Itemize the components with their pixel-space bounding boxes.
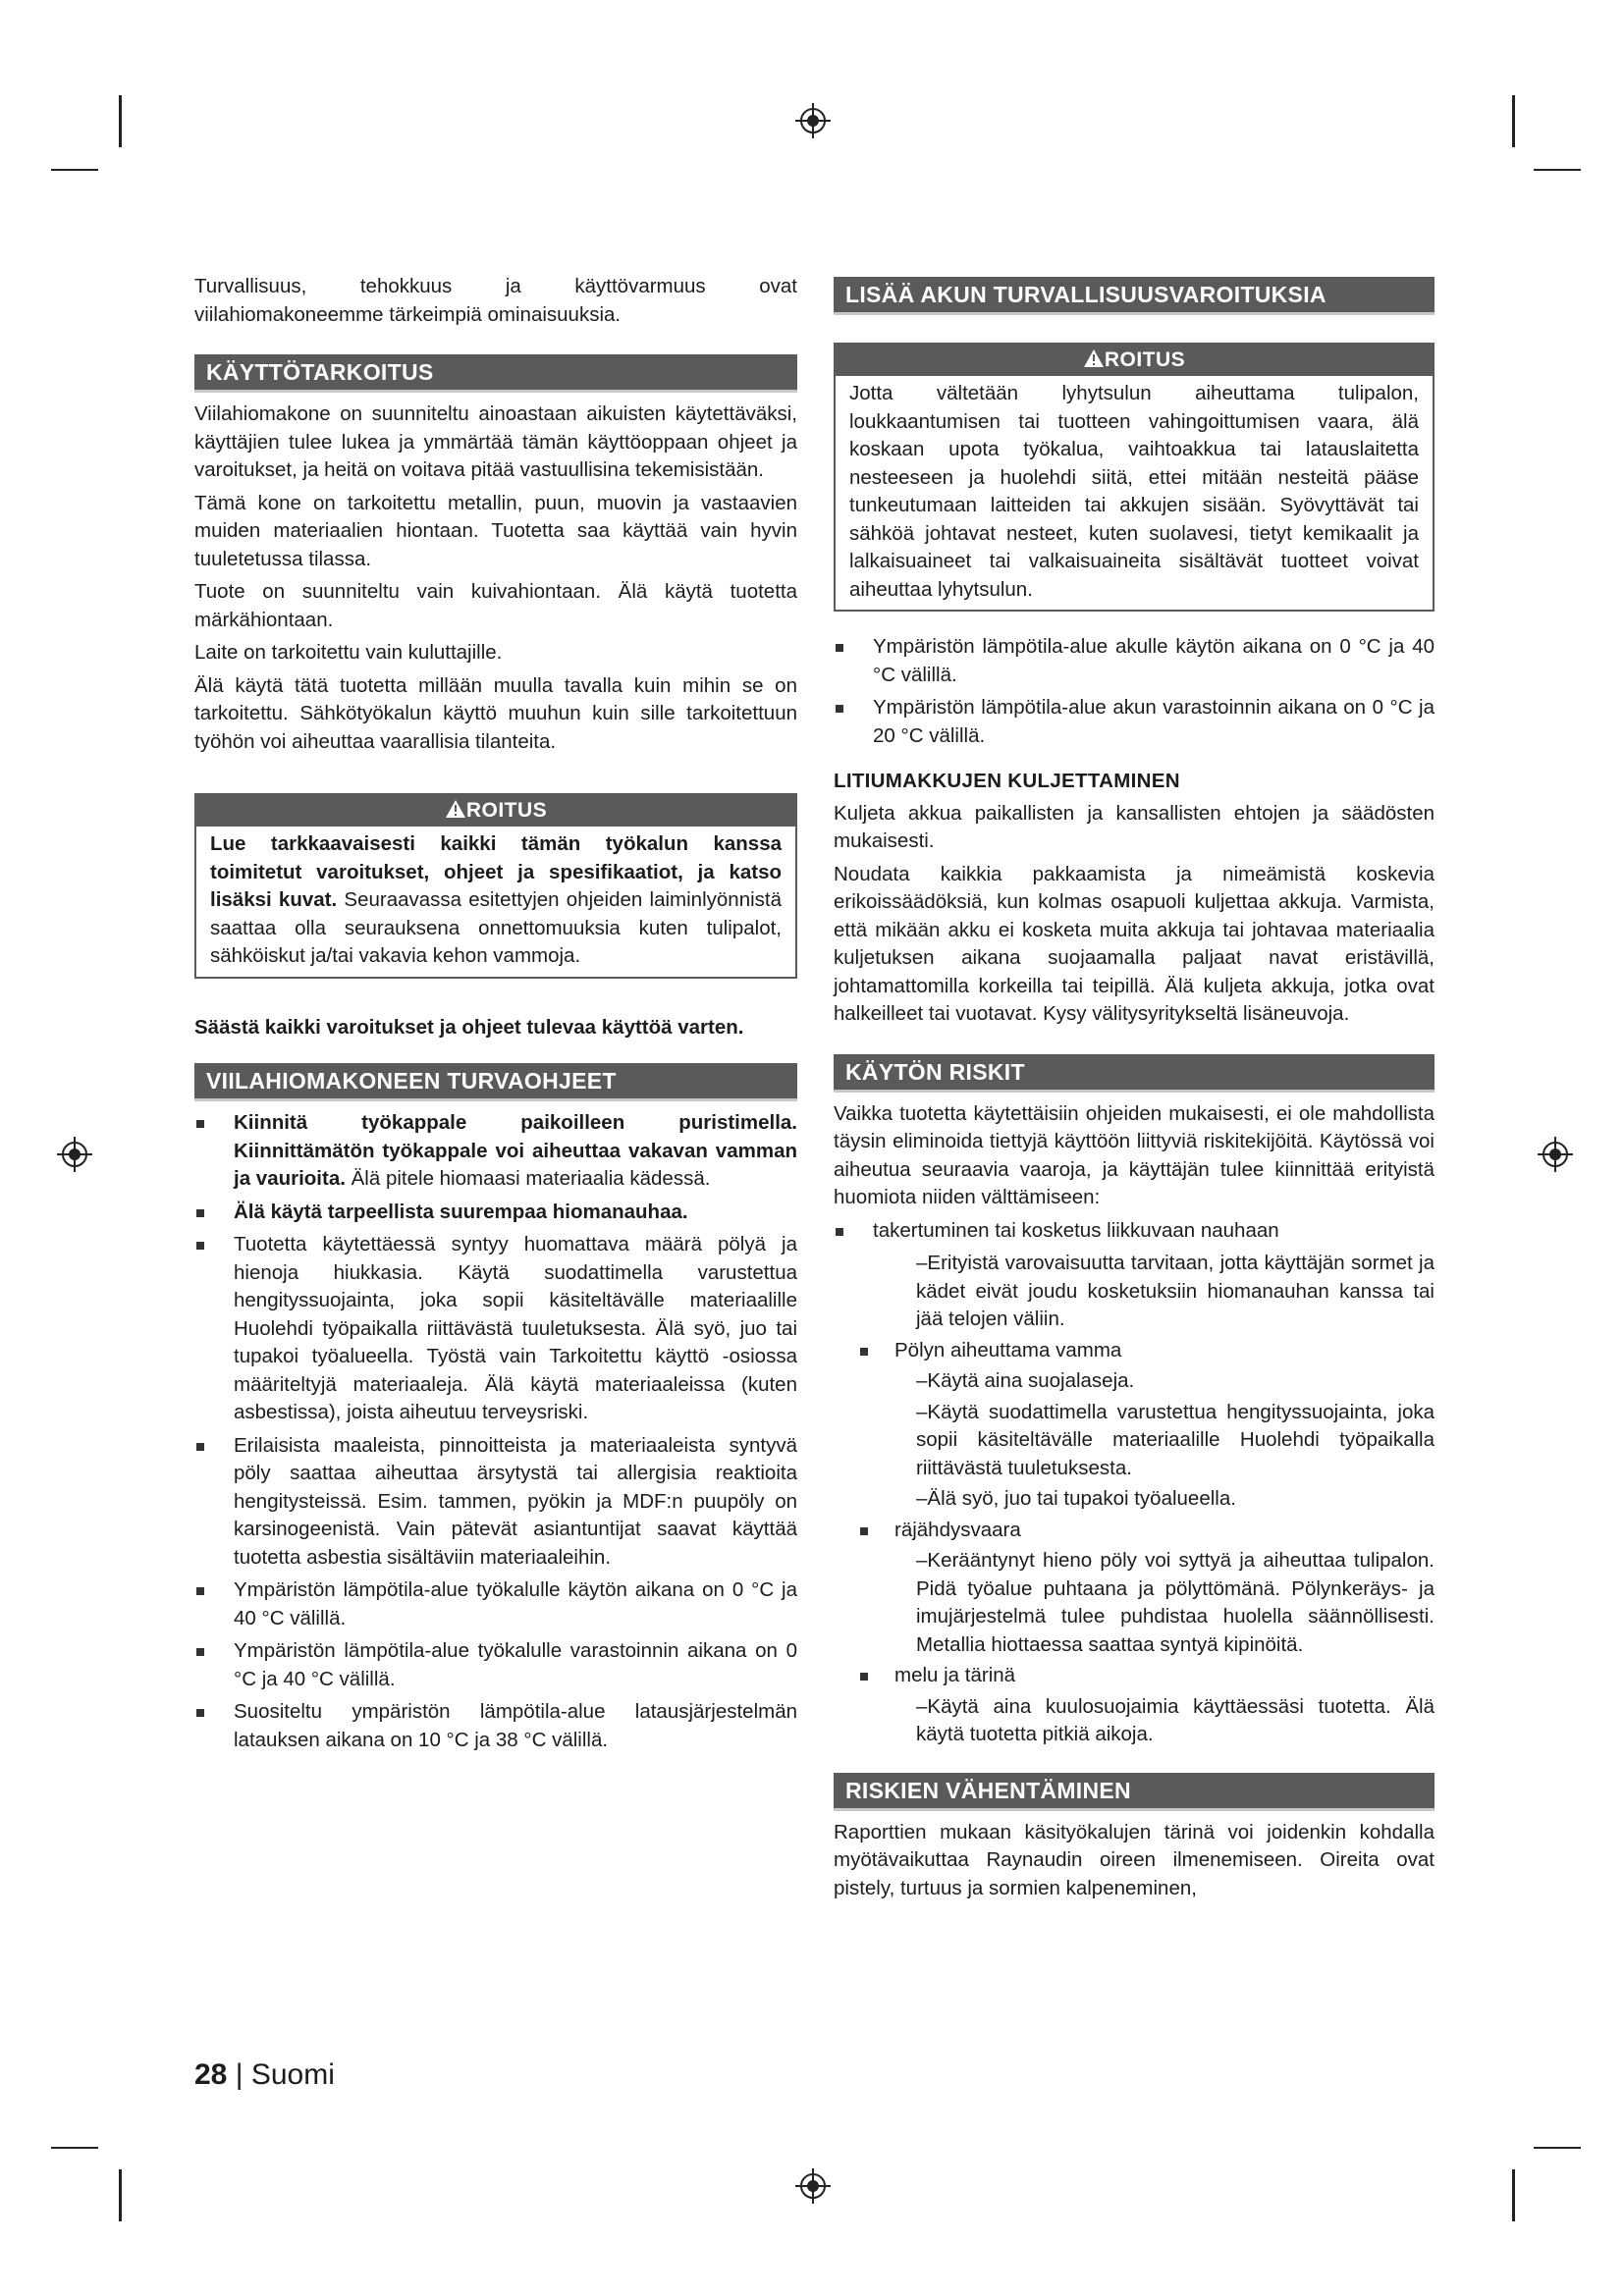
list-item: Ympäristön lämpötila-alue työkalulle käytön aikana on 0 °C ja 40 °C välillä.: [194, 1576, 797, 1632]
footer-separator: |: [227, 2058, 251, 2091]
risk-detail: –Käytä aina kuulosuojaimia käyttäessäsi tuotetta. Älä käytä tuotetta pitkiä aikoja.: [916, 1694, 1435, 1745]
crop-mark: [119, 95, 122, 147]
safety-list: [194, 1109, 797, 1754]
paragraph: Kuljeta akkua paikallisten ja kansallisten ehtojen ja säädösten mukaisesti.: [834, 801, 1435, 852]
paragraph: Raporttien mukaan käsityökalujen tärinä voi joidenkin kohdalla myötävaikuttaa Raynaudin oireen ilmenemiseen. Oireita ovat pistely, turtuus ja sormien kalpeneminen,: [834, 1820, 1435, 1899]
intro-text: Turvallisuus, tehokkuus ja käyttövarmuus ovat viilahiomakoneemme tärkeimpiä ominaisuuksia.: [194, 275, 797, 326]
left-column: [194, 273, 797, 1759]
page-footer: [194, 2058, 335, 2092]
risk-sublist: [834, 1517, 1435, 1545]
warning-box-header: [196, 795, 795, 827]
battery-temp-list: [834, 633, 1435, 750]
section-heading-vahentaminen: RISKIEN VÄHENTÄMINEN: [834, 1773, 1435, 1811]
registration-mark-icon: [1536, 1135, 1575, 1174]
list-item: [194, 1109, 797, 1194]
section-heading-riskit: KÄYTÖN RISKIT: [834, 1054, 1435, 1093]
risk-sublist: [834, 1337, 1435, 1365]
page-number: 28: [194, 2058, 228, 2091]
paragraph: Älä käytä tätä tuotetta millään muulla tavalla kuin mihin se on tarkoitettu. Sähkötyökalun käyttö muuhun kuin sille tarkoitettuun työhön voi aiheuttaa vaarallisia tilanteita.: [194, 673, 797, 753]
section-heading-akku: LISÄÄ AKUN TURVALLISUUSVAROITUKSIA: [834, 277, 1435, 315]
list-item: melu ja tärinä: [834, 1662, 1435, 1690]
crop-mark: [1512, 95, 1515, 147]
section-heading-turvaohjeet: VIILAHIOMAKONEEN TURVAOHJEET: [194, 1063, 797, 1101]
warning-box: [194, 793, 797, 979]
risk-sublist: [834, 1662, 1435, 1690]
warning-box-header: [836, 345, 1433, 376]
warning-box-body: Jotta vältetään lyhytsulun aiheuttama tulipalon, loukkaantumisen tai tuotteen vahingoittumisen vaara, älä koskaan upota työkalua, vaihtoakkua tai latauslaitetta nesteeseen ja huolehdi siitä, ettei mitään nesteitä pääse tunkeutumaan laitteiden tai akkujen sisään. Syövyttävät tai sähköä johtavat nesteet, kuten suolavesi, tietyt kemikaalit ja lalkaisuaineet tai valkaisuaineita sisältävät tuotteet voivat aiheuttaa lyhytsulun.: [849, 382, 1419, 601]
section-heading-kayttotarkoitus: KÄYTTÖTARKOITUS: [194, 354, 797, 393]
crop-mark: [119, 2169, 122, 2221]
risk-detail: –Älä syö, juo tai tupakoi työalueella.: [916, 1487, 1236, 1510]
list-item-bold: Kiinnitä työkappale paikoilleen puristimella. Kiinnittämätön työkappale voi aiheuttaa vakavan vamman ja vaurioita.: [234, 1111, 797, 1190]
warning-triangle-icon: [1083, 347, 1105, 366]
list-item: [194, 1199, 797, 1227]
registration-mark-icon: [55, 1135, 94, 1174]
list-item: Erilaisista maaleista, pinnoitteista ja materiaaleista syntyvä pöly saattaa aiheuttaa ärsytystä tai allergisia reaktioita hengitysteissä. Esim. tammen, pyökin ja MDF:n puupöly on karsinogeenistä. Vain pätevät asiantuntijat saavat käyttää tuotetta asbestia sisältäviin materiaaleihin.: [194, 1432, 797, 1573]
crop-mark: [1534, 169, 1581, 171]
crop-mark: [1534, 2147, 1581, 2149]
paragraph: Tuote on suunniteltu vain kuivahiontaan. Älä käytä tuotetta märkähiontaan.: [194, 580, 797, 631]
right-column: [834, 273, 1435, 1907]
list-item: Pölyn aiheuttama vamma: [834, 1337, 1435, 1365]
warning-text: Seuraavassa esitettyjen ohjeiden laiminlyönnistä saattaa olla seurauksena onnettomuuksia kuten tulipalot, sähköiskut ja/tai vakavia kehon vammoja.: [210, 888, 782, 967]
warning-bold-text: Lue tarkkaavaisesti kaikki tämän työkalun kanssa toimitetut varoitukset, ohjeet ja spesifikaatiot, ja katso lisäksi kuvat.: [210, 832, 782, 911]
warning-title: ROITUS: [1104, 348, 1186, 371]
registration-mark-icon: [793, 101, 833, 140]
paragraph: Vaikka tuotetta käytettäisiin ohjeiden mukaisesti, ei ole mahdollista täysin eliminoida tiettyjä käyttöön liittyviä riskitekijöitä. Käytössä voi aiheutua seuraavia vaaroja, ja käyttäjän tulee kiinnittää erityistä huomiota niiden välttämiseen:: [834, 1101, 1435, 1208]
list-item-bold: Älä käytä tarpeellista suurempaa hiomanauhaa.: [234, 1200, 688, 1223]
risk-detail: –Kerääntynyt hieno pöly voi syttyä ja aiheuttaa tulipalon. Pidä työalue puhtaana ja pölyttömänä. Pölynkeräys- ja imujärjestelmä tulee puhdistaa huolella säännöllisesti. Metallia hiottaessa saattaa syntyä kipinöitä.: [916, 1549, 1435, 1656]
list-item-text: Älä pitele hiomaasi materiaalia kädessä.: [345, 1167, 711, 1190]
warning-triangle-icon: [445, 797, 466, 817]
paragraph: Viilahiomakone on suunniteltu ainoastaan aikuisten käytettäväksi, käyttäjien tulee lukea ja ymmärtää tämän käyttöoppaan ohjeet ja varoitukset, ja heitä on voitava pitää vastuullisina tekemisistään.: [194, 402, 797, 481]
list-item: Ympäristön lämpötila-alue akulle käytön aikana on 0 °C ja 40 °C välillä.: [834, 633, 1435, 689]
crop-mark: [51, 2147, 98, 2149]
paragraph: Noudata kaikkia pakkaamista ja nimeämistä koskevia erikoissäädöksiä, kun kolmas osapuoli kuljettaa akkuja. Varmista, että mikään akku ei kosketa muita akkuja tai johtavaa materiaalia kuljetuksen aikana suojaamalla paljaat navat eristävillä, johtamattomilla korkeilla tai teipillä. Älä kuljeta akkuja, jotka ovat halkeilleet tai vuotavat. Kysy välitysyritykseltä lisäneuvoja.: [834, 862, 1435, 1025]
warning-box: [834, 343, 1435, 612]
list-item: Ympäristön lämpötila-alue akun varastoinnin aikana on 0 °C ja 20 °C välillä.: [834, 694, 1435, 750]
warning-title: ROITUS: [465, 799, 548, 822]
subheading-kuljetus: LITIUMAKKUJEN KULJETTAMINEN: [834, 770, 1180, 792]
risk-list: [834, 1217, 1435, 1246]
risk-detail: –Erityistä varovaisuutta tarvitaan, jotta käyttäjän sormet ja kädet eivät joudu kosketuksiin hiomanauhan kanssa tai jää telojen väliin.: [916, 1252, 1435, 1330]
warning-box-body: [196, 827, 795, 977]
crop-mark: [1512, 2169, 1515, 2221]
list-item: takertuminen tai kosketus liikkuvaan nauhaan: [834, 1217, 1435, 1246]
footer-language: Suomi: [250, 2058, 335, 2091]
paragraph: Tämä kone on tarkoitettu metallin, puun, muovin ja vastaavien muiden materiaalien hiontaan. Tuotetta saa käyttää vain hyvin tuuletetussa tilassa.: [194, 491, 797, 570]
save-instructions: Säästä kaikki varoitukset ja ohjeet tulevaa käyttöä varten.: [194, 1015, 744, 1039]
risk-detail: –Käytä aina suojalaseja.: [916, 1369, 1135, 1392]
list-item: räjähdysvaara: [834, 1517, 1435, 1545]
list-item: Tuotetta käytettäessä syntyy huomattava määrä pölyä ja hienoja hiukkasia. Käytä suodattimella varustettua hengityssuojainta, joka sopii käsiteltävälle materiaalille Huolehdi työpaikalla riittävästä tuuletuksesta. Älä syö, juo tai tupakoi työalueella. Työstä vain Tarkoitettu käyttö -osiossa määriteltyjä materiaaleja. Älä käytä materiaaleissa (kuten asbestissa), joista aiheutuu terveysriski.: [194, 1231, 797, 1427]
crop-mark: [51, 169, 98, 171]
list-item: Ympäristön lämpötila-alue työkalulle varastoinnin aikana on 0 °C ja 40 °C välillä.: [194, 1637, 797, 1693]
list-item: Suositeltu ympäristön lämpötila-alue latausjärjestelmän latauksen aikana on 10 °C ja 38 °C välillä.: [194, 1698, 797, 1754]
registration-mark-icon: [793, 2166, 833, 2206]
risk-detail: –Käytä suodattimella varustettua hengityssuojainta, joka sopii käsiteltävälle materiaalille Huolehdi työpaikalla riittävästä tuuletuksesta.: [916, 1400, 1435, 1479]
paragraph: Laite on tarkoitettu vain kuluttajille.: [194, 641, 503, 664]
